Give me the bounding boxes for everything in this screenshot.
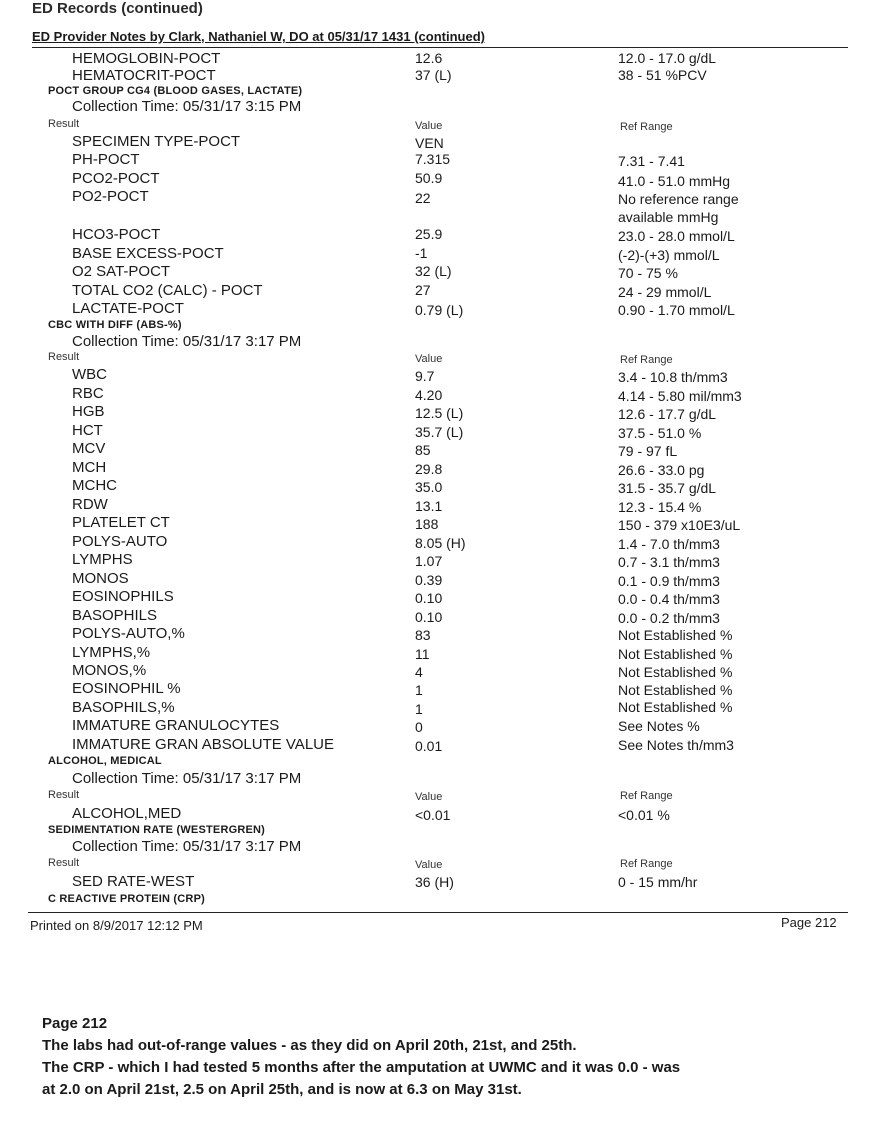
test-name: ALCOHOL,MED	[72, 805, 182, 822]
lab-row	[0, 403, 880, 422]
ref-range: (-2)-(+3) mmol/L	[618, 247, 720, 263]
test-name: MCH	[72, 459, 107, 476]
printed-date: Printed on 8/9/2017 12:12 PM	[30, 918, 203, 933]
test-name: BASOPHILS	[72, 607, 158, 624]
test-name: PLATELET CT	[72, 514, 170, 531]
test-name: RBC	[72, 385, 104, 402]
test-value: 188	[415, 516, 439, 532]
test-name: HEMATOCRIT-POCT	[72, 67, 216, 84]
test-value: 9.7	[415, 368, 435, 384]
ref-range: 23.0 - 28.0 mmol/L	[618, 228, 735, 244]
records-title: ED Records (continued)	[32, 0, 203, 17]
test-name: SED RATE-WEST	[72, 873, 195, 890]
test-value: 12.5 (L)	[415, 405, 464, 421]
ref-range: No reference range	[618, 191, 739, 207]
lab-row	[0, 551, 880, 570]
test-value: 13.1	[415, 498, 443, 514]
lab-row	[0, 717, 880, 736]
lab-row	[0, 263, 880, 282]
footer-rule	[28, 912, 848, 913]
ref-range: 12.3 - 15.4 %	[618, 499, 702, 515]
ref-range: 31.5 - 35.7 g/dL	[618, 480, 717, 496]
result-label: Result	[48, 351, 80, 363]
test-name: POLYS-AUTO	[72, 533, 168, 550]
test-name: HEMOGLOBIN-POCT	[72, 50, 221, 67]
lab-row	[0, 533, 880, 552]
lab-row	[0, 67, 880, 86]
ref-range: 26.6 - 33.0 pg	[618, 462, 705, 478]
lab-row	[0, 662, 880, 681]
test-value: 4	[415, 664, 423, 680]
comment-line: at 2.0 on April 21st, 2.5 on April 25th, and is now at 6.3 on May 31st.	[42, 1081, 522, 1098]
ref-range: Not Established %	[618, 682, 733, 698]
section-title: SEDIMENTATION RATE (WESTERGREN)	[48, 824, 266, 836]
test-name: BASOPHILS,%	[72, 699, 175, 716]
value-label: Value	[415, 791, 443, 803]
test-value: <0.01	[415, 807, 451, 823]
test-name: EOSINOPHILS	[72, 588, 174, 605]
ref-range: 0.0 - 0.2 th/mm3	[618, 610, 720, 626]
test-value: 1	[415, 701, 423, 717]
lab-row	[0, 385, 880, 404]
lab-row	[0, 514, 880, 533]
ref-range: 0.0 - 0.4 th/mm3	[618, 591, 720, 607]
test-value: 37 (L)	[415, 67, 452, 83]
ref-range: <0.01 %	[618, 807, 670, 823]
ref-range: 12.6 - 17.7 g/dL	[618, 406, 717, 422]
test-name: WBC	[72, 366, 107, 383]
section-title: ALCOHOL, MEDICAL	[48, 755, 162, 767]
test-value: 0.10	[415, 590, 443, 606]
test-value: 32 (L)	[415, 263, 452, 279]
test-name: HGB	[72, 403, 105, 420]
lab-row	[0, 422, 880, 441]
ref-range: 37.5 - 51.0 %	[618, 425, 702, 441]
ref-range: Not Established %	[618, 699, 733, 715]
ref-range-label: Ref Range	[620, 121, 673, 133]
collection-time: Collection Time: 05/31/17 3:17 PM	[72, 838, 302, 855]
test-name: BASE EXCESS-POCT	[72, 245, 224, 262]
test-value: 27	[415, 282, 431, 298]
test-name: POLYS-AUTO,%	[72, 625, 185, 642]
test-value: VEN	[415, 135, 444, 151]
test-value: 83	[415, 627, 431, 643]
ref-range: 3.4 - 10.8 th/mm3	[618, 369, 728, 385]
test-value: 12.6	[415, 50, 443, 66]
ref-range: See Notes th/mm3	[618, 737, 734, 753]
lab-row	[0, 440, 880, 459]
lab-row	[0, 226, 880, 245]
test-name: IMMATURE GRANULOCYTES	[72, 717, 280, 734]
section-title: POCT GROUP CG4 (BLOOD GASES, LACTATE)	[48, 85, 303, 97]
test-value: 25.9	[415, 226, 443, 242]
test-value: 0.39	[415, 572, 443, 588]
collection-time: Collection Time: 05/31/17 3:17 PM	[72, 770, 302, 787]
comment-line: The labs had out-of-range values - as they did on April 20th, 21st, and 25th.	[42, 1037, 577, 1054]
ref-range: 70 - 75 %	[618, 265, 678, 281]
ref-range-label: Ref Range	[620, 354, 673, 366]
ref-range: 0 - 15 mm/hr	[618, 874, 698, 890]
lab-row	[0, 300, 880, 319]
test-name: LACTATE-POCT	[72, 300, 184, 317]
test-value: -1	[415, 245, 428, 261]
lab-row	[0, 496, 880, 515]
lab-row	[0, 805, 880, 824]
ref-range-continued: available mmHg	[618, 209, 719, 225]
test-name: SPECIMEN TYPE-POCT	[72, 133, 241, 150]
lab-row	[0, 570, 880, 589]
result-label: Result	[48, 857, 80, 869]
ref-range: 38 - 51 %PCV	[618, 67, 707, 83]
lab-row	[0, 133, 880, 152]
test-value: 0.01	[415, 738, 443, 754]
result-label: Result	[48, 118, 80, 130]
lab-row	[0, 644, 880, 663]
test-name: PH-POCT	[72, 151, 140, 168]
test-value: 1.07	[415, 553, 443, 569]
section-title: C REACTIVE PROTEIN (CRP)	[48, 893, 205, 905]
annotation-comment	[42, 1013, 862, 1101]
test-name: HCO3-POCT	[72, 226, 161, 243]
ref-range: 7.31 - 7.41	[618, 153, 685, 169]
test-value: 85	[415, 442, 431, 458]
ref-range: 79 - 97 fL	[618, 443, 678, 459]
test-value: 50.9	[415, 170, 443, 186]
comment-line: The CRP - which I had tested 5 months after the amputation at UWMC and it was 0.0 - was	[42, 1059, 681, 1076]
ref-range: 0.90 - 1.70 mmol/L	[618, 302, 735, 318]
result-header	[0, 118, 880, 132]
lab-row	[0, 188, 880, 207]
test-value: 36 (H)	[415, 874, 454, 890]
test-name: TOTAL CO2 (CALC) - POCT	[72, 282, 263, 299]
ref-range-label: Ref Range	[620, 858, 673, 870]
result-label: Result	[48, 789, 80, 801]
ref-range: 41.0 - 51.0 mmHg	[618, 173, 731, 189]
test-value: 7.315	[415, 151, 451, 167]
test-value: 11	[415, 646, 430, 662]
test-name: RDW	[72, 496, 108, 513]
test-name: MONOS,%	[72, 662, 147, 679]
ref-range: 0.1 - 0.9 th/mm3	[618, 573, 720, 589]
result-header	[0, 789, 880, 803]
test-name: EOSINOPHIL %	[72, 680, 181, 697]
result-header	[0, 351, 880, 365]
test-name: LYMPHS,%	[72, 644, 151, 661]
test-value: 1	[415, 682, 423, 698]
lab-row	[0, 151, 880, 170]
value-label: Value	[415, 120, 443, 132]
lab-row	[0, 170, 880, 189]
ref-range: See Notes %	[618, 718, 700, 734]
test-value: 0	[415, 719, 423, 735]
section-title: CBC WITH DIFF (ABS-%)	[48, 319, 182, 331]
ref-range: 150 - 379 x10E3/uL	[618, 517, 741, 533]
test-value: 0.10	[415, 609, 443, 625]
lab-row	[0, 282, 880, 301]
test-name: O2 SAT-POCT	[72, 263, 171, 280]
test-name: PCO2-POCT	[72, 170, 160, 187]
test-name: MCV	[72, 440, 106, 457]
provider-notes-title: ED Provider Notes by Clark, Nathaniel W, DO at 05/31/17 1431 (continued)	[32, 29, 485, 44]
ref-range-label: Ref Range	[620, 790, 673, 802]
ref-range: Not Established %	[618, 627, 733, 643]
comment-page-label: Page 212	[42, 1015, 108, 1032]
lab-row	[0, 459, 880, 478]
collection-time: Collection Time: 05/31/17 3:17 PM	[72, 333, 302, 350]
ref-range: Not Established %	[618, 646, 733, 662]
lab-row	[0, 366, 880, 385]
test-name: MCHC	[72, 477, 117, 494]
ref-range: 12.0 - 17.0 g/dL	[618, 50, 717, 66]
value-label: Value	[415, 353, 443, 365]
test-value: 35.0	[415, 479, 443, 495]
ref-range: 1.4 - 7.0 th/mm3	[618, 536, 720, 552]
test-value: 4.20	[415, 387, 443, 403]
lab-row	[0, 625, 880, 644]
lab-row	[0, 680, 880, 699]
lab-row	[0, 607, 880, 626]
lab-row	[0, 245, 880, 264]
test-value: 0.79 (L)	[415, 302, 464, 318]
lab-row	[0, 699, 880, 718]
lab-row	[0, 873, 880, 892]
test-value: 35.7 (L)	[415, 424, 464, 440]
value-label: Value	[415, 859, 443, 871]
page-number: Page 212	[781, 915, 837, 930]
header-rule	[32, 47, 848, 48]
lab-row	[0, 588, 880, 607]
test-name: MONOS	[72, 570, 129, 587]
lab-row	[0, 736, 880, 755]
collection-time: Collection Time: 05/31/17 3:15 PM	[72, 98, 302, 115]
ref-range: Not Established %	[618, 664, 733, 680]
ref-range: 0.7 - 3.1 th/mm3	[618, 554, 720, 570]
lab-row	[0, 477, 880, 496]
test-name: HCT	[72, 422, 103, 439]
test-name: LYMPHS	[72, 551, 133, 568]
ref-range: 24 - 29 mmol/L	[618, 284, 712, 300]
test-value: 22	[415, 190, 431, 206]
result-header	[0, 857, 880, 871]
test-value: 29.8	[415, 461, 443, 477]
ref-range: 4.14 - 5.80 mil/mm3	[618, 388, 742, 404]
test-name: PO2-POCT	[72, 188, 149, 205]
test-value: 8.05 (H)	[415, 535, 466, 551]
test-name: IMMATURE GRAN ABSOLUTE VALUE	[72, 736, 334, 753]
